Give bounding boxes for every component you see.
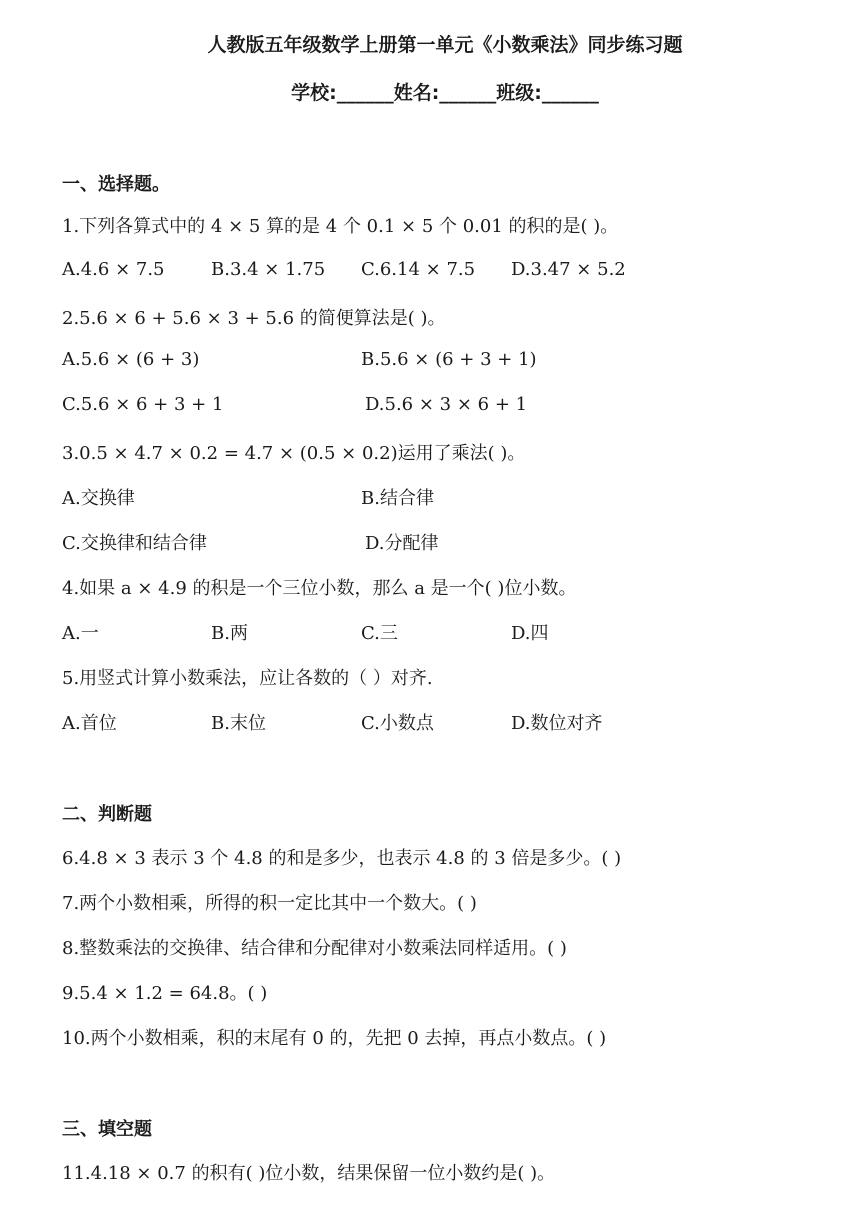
q2-option-b: B.5.6 × (6 + 3 + 1) — [361, 349, 537, 370]
q3-option-c: C.交换律和结合律 — [62, 533, 207, 554]
q4-option-d: D.四 — [511, 623, 549, 644]
question-1: 1.下列各算式中的 4 × 5 算的是 4 个 0.1 × 5 个 0.01 的积的是( )。 — [62, 216, 619, 237]
q2-option-a: A.5.6 × (6 + 3) — [62, 349, 200, 370]
q2-option-d: D.5.6 × 3 × 6 + 1 — [365, 394, 528, 415]
question-6: 6.4.8 × 3 表示 3 个 4.8 的和是多少，也表示 4.8 的 3 倍是多少。( ) — [62, 848, 622, 869]
question-4: 4.如果 a × 4.9 的积是一个三位小数，那么 a 是一个( )位小数。 — [62, 578, 577, 599]
question-3: 3.0.5 × 4.7 × 0.2 = 4.7 × (0.5 × 0.2)运用了乘法( )。 — [62, 443, 526, 464]
q4-option-b: B.两 — [211, 623, 248, 644]
section-fill-in: 三、填空题 — [62, 1119, 152, 1140]
q5-option-d: D.数位对齐 — [511, 713, 603, 734]
question-10: 10.两个小数相乘，积的末尾有 0 的，先把 0 去掉，再点小数点。( ) — [62, 1028, 607, 1049]
document-title: 人教版五年级数学上册第一单元《小数乘法》同步练习题 — [207, 34, 683, 56]
q1-option-d: D.3.47 × 5.2 — [511, 259, 626, 280]
question-9: 9.5.4 × 1.2 = 64.8。( ) — [62, 983, 268, 1004]
q1-option-b: B.3.4 × 1.75 — [211, 259, 326, 280]
student-info-line: 学校:______姓名:______班级:______ — [291, 82, 599, 104]
q5-option-b: B.末位 — [211, 713, 266, 734]
question-7: 7.两个小数相乘，所得的积一定比其中一个数大。( ) — [62, 893, 477, 914]
q4-option-c: C.三 — [361, 623, 398, 644]
q1-option-c: C.6.14 × 7.5 — [361, 259, 476, 280]
question-11: 11.4.18 × 0.7 的积有( )位小数，结果保留一位小数约是( )。 — [62, 1163, 556, 1184]
q3-option-a: A.交换律 — [62, 488, 135, 509]
question-5: 5.用竖式计算小数乘法，应让各数的（ ）对齐. — [62, 668, 433, 689]
q3-option-d: D.分配律 — [365, 533, 439, 554]
q3-option-b: B.结合律 — [361, 488, 434, 509]
q4-option-a: A.一 — [62, 623, 99, 644]
question-2: 2.5.6 × 6 + 5.6 × 3 + 5.6 的简便算法是( )。 — [62, 308, 446, 329]
q5-option-c: C.小数点 — [361, 713, 434, 734]
section-multiple-choice: 一、选择题。 — [62, 174, 170, 195]
q1-option-a: A.4.6 × 7.5 — [62, 259, 165, 280]
q5-option-a: A.首位 — [62, 713, 117, 734]
q2-option-c: C.5.6 × 6 + 3 + 1 — [62, 394, 224, 415]
question-8: 8.整数乘法的交换律、结合律和分配律对小数乘法同样适用。( ) — [62, 938, 567, 959]
section-true-false: 二、判断题 — [62, 804, 152, 825]
